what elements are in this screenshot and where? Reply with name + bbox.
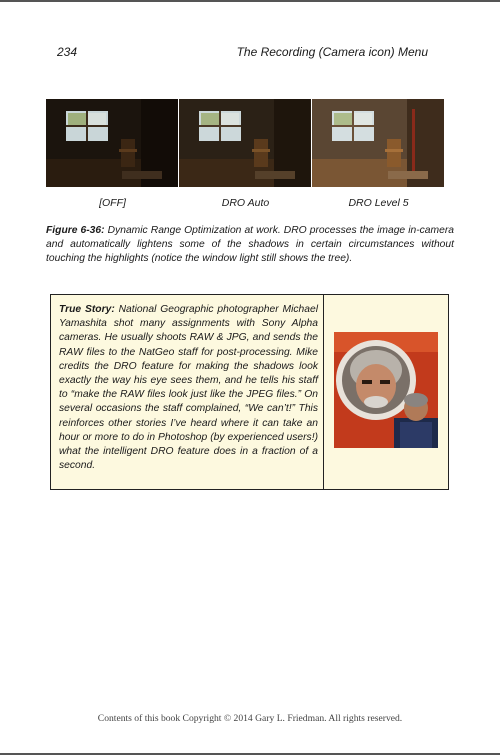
story-text <box>51 295 324 489</box>
caption-dro-level-5: DRO Level 5 <box>348 197 409 209</box>
top-border <box>0 0 500 2</box>
copyright-footer: Contents of this book Copyright © 2014 Gary L. Friedman. All rights reserved. <box>97 713 403 724</box>
figure-caption-text: Dynamic Range Optimization at work. DRO processes the image in-camera and automatically lightens some of the shadows in certain circumstances without touching the highlights (notice the window light still shows the tree). <box>46 225 454 264</box>
page-number: 234 <box>57 45 78 59</box>
running-header-title: The Recording (Camera icon) Menu <box>236 45 428 59</box>
photo-captions <box>46 197 446 209</box>
photo-dro-level-5 <box>312 99 444 187</box>
figure-caption <box>46 224 454 266</box>
story-photo-cell <box>324 295 448 489</box>
true-story-box <box>50 294 449 490</box>
dro-comparison-photos <box>46 99 444 187</box>
photo-dro-auto <box>179 99 311 187</box>
story-label: True Story: <box>59 304 115 315</box>
figure-label: Figure 6-36: <box>46 225 105 236</box>
story-body: National Geographic photographer Michael Yamashita shot many assignments with Sony Alpha cameras. He usually shoots RAW & JPG, and sends the RAW files to the NatGeo staff for post-processing. Mike credits the DRO feature for making the shadows look exactly the way his eye sees them, and he tells his staff to “make the RAW files look just like the JPEG files.” On several occasions the staff complained, “We can’t!” This reinforces other stories I’ve heard where it can take an hour or more to do in Photoshop (by experienced users!) what the intelligent DRO feature does in a fraction of a second. <box>59 304 318 472</box>
photographer-photo <box>334 332 438 448</box>
caption-dro-auto: DRO Auto <box>221 197 270 209</box>
caption-off: [OFF] <box>99 197 126 209</box>
photo-dro-off <box>46 99 178 187</box>
